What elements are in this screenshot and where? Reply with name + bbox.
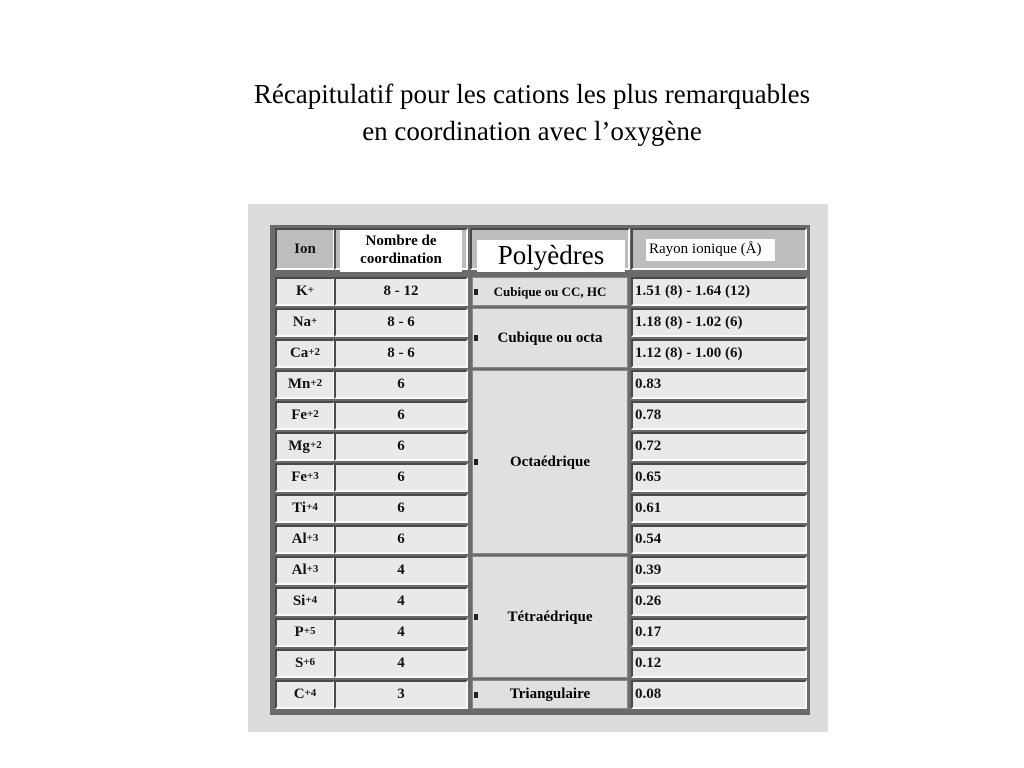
ion-cell — [275, 463, 335, 492]
header-coordination-line-2: coordination — [360, 251, 442, 267]
ion-charge: +3 — [306, 562, 319, 575]
ion-cell — [275, 680, 335, 709]
ion-symbol: Al — [291, 562, 307, 578]
rayon-cell: 0.17 — [631, 618, 807, 647]
title-line-1: Récapitulatif pour les cations les plus remarquables — [253, 79, 811, 109]
polyedre-cell: Triangulaire — [472, 680, 628, 709]
header-rayon-label: Rayon ionique (Å) — [646, 239, 775, 261]
rayon-cell: 0.72 — [631, 432, 807, 461]
ion-charge: +2 — [307, 407, 319, 420]
header-ion-label: Ion — [294, 240, 316, 257]
rayon-cell: 0.54 — [631, 525, 807, 554]
ion-symbol: Mg — [288, 438, 310, 454]
ion-symbol: Si — [292, 593, 306, 609]
coordination-cell: 3 — [334, 680, 468, 709]
coordination-cell: 4 — [334, 587, 468, 616]
rayon-cell: 1.12 (8) - 1.00 (6) — [631, 339, 807, 368]
cell-marker — [474, 459, 478, 465]
ion-charge: +3 — [306, 531, 319, 544]
coordination-cell: 6 — [334, 432, 468, 461]
rayon-cell: 0.83 — [631, 370, 807, 399]
header-ion — [275, 228, 335, 270]
slide-title — [100, 76, 964, 150]
rayon-cell: 0.39 — [631, 556, 807, 585]
coordination-cell: 6 — [334, 494, 468, 523]
header-coordination-label — [340, 230, 462, 272]
cell-marker — [474, 335, 478, 341]
rayon-cell: 0.61 — [631, 494, 807, 523]
ion-cell — [275, 649, 335, 678]
coordination-cell: 6 — [334, 463, 468, 492]
ion-symbol: Fe — [291, 469, 308, 485]
cation-table — [270, 225, 810, 715]
ion-cell — [275, 277, 335, 306]
coordination-cell: 4 — [334, 649, 468, 678]
rayon-cell: 0.12 — [631, 649, 807, 678]
coordination-cell: 6 — [334, 370, 468, 399]
ion-cell — [275, 525, 335, 554]
coordination-cell: 4 — [334, 618, 468, 647]
ion-symbol: S — [294, 655, 304, 671]
ion-cell — [275, 339, 335, 368]
ion-symbol: Fe — [291, 407, 308, 423]
ion-cell — [275, 432, 335, 461]
ion-charge: +3 — [307, 469, 319, 482]
rayon-cell: 0.26 — [631, 587, 807, 616]
ion-charge: +4 — [304, 686, 317, 699]
ion-charge: +4 — [306, 500, 318, 513]
ion-cell — [275, 370, 335, 399]
polyedre-cell: Cubique ou octa — [472, 308, 628, 368]
polyedre-cell: Octaédrique — [472, 370, 628, 554]
ion-cell — [275, 618, 335, 647]
rayon-cell: 1.18 (8) - 1.02 (6) — [631, 308, 807, 337]
rayon-cell: 0.65 — [631, 463, 807, 492]
ion-symbol: Ca — [289, 345, 309, 361]
ion-cell — [275, 308, 335, 337]
title-line-2: en coordination avec l’oxygène — [362, 116, 702, 146]
coordination-cell: 8 - 12 — [334, 277, 468, 306]
coordination-cell: 6 — [334, 525, 468, 554]
polyedre-cell: Tétraédrique — [472, 556, 628, 678]
ion-charge: +2 — [308, 345, 321, 358]
header-coordination-line-1: Nombre de — [365, 233, 437, 249]
ion-charge: +5 — [303, 624, 316, 637]
ion-symbol: Ti — [292, 500, 307, 516]
rayon-cell: 0.78 — [631, 401, 807, 430]
ion-cell — [275, 556, 335, 585]
rayon-cell: 0.08 — [631, 680, 807, 709]
header-polyedres-label: Polyèdres — [477, 240, 625, 272]
coordination-cell: 8 - 6 — [334, 308, 468, 337]
cell-marker — [474, 289, 478, 295]
coordination-cell: 6 — [334, 401, 468, 430]
ion-symbol: C — [293, 686, 305, 702]
ion-charge: +2 — [310, 376, 323, 389]
cell-marker — [474, 692, 478, 698]
ion-charge: + — [307, 283, 314, 296]
ion-charge: +6 — [303, 655, 316, 668]
ion-charge: + — [311, 314, 318, 327]
ion-symbol: P — [294, 624, 304, 640]
ion-symbol: Al — [291, 531, 307, 547]
polyedre-cell: Cubique ou CC, HC — [472, 277, 628, 306]
ion-charge: +2 — [309, 438, 322, 451]
coordination-cell: 4 — [334, 556, 468, 585]
ion-cell — [275, 401, 335, 430]
ion-symbol: Na — [292, 314, 312, 330]
ion-cell — [275, 494, 335, 523]
ion-symbol: Mn — [287, 376, 311, 392]
ion-charge: +4 — [305, 593, 318, 606]
ion-symbol: K — [296, 283, 308, 299]
cell-marker — [474, 614, 478, 620]
ion-cell — [275, 587, 335, 616]
rayon-cell: 1.51 (8) - 1.64 (12) — [631, 277, 807, 306]
coordination-cell: 8 - 6 — [334, 339, 468, 368]
